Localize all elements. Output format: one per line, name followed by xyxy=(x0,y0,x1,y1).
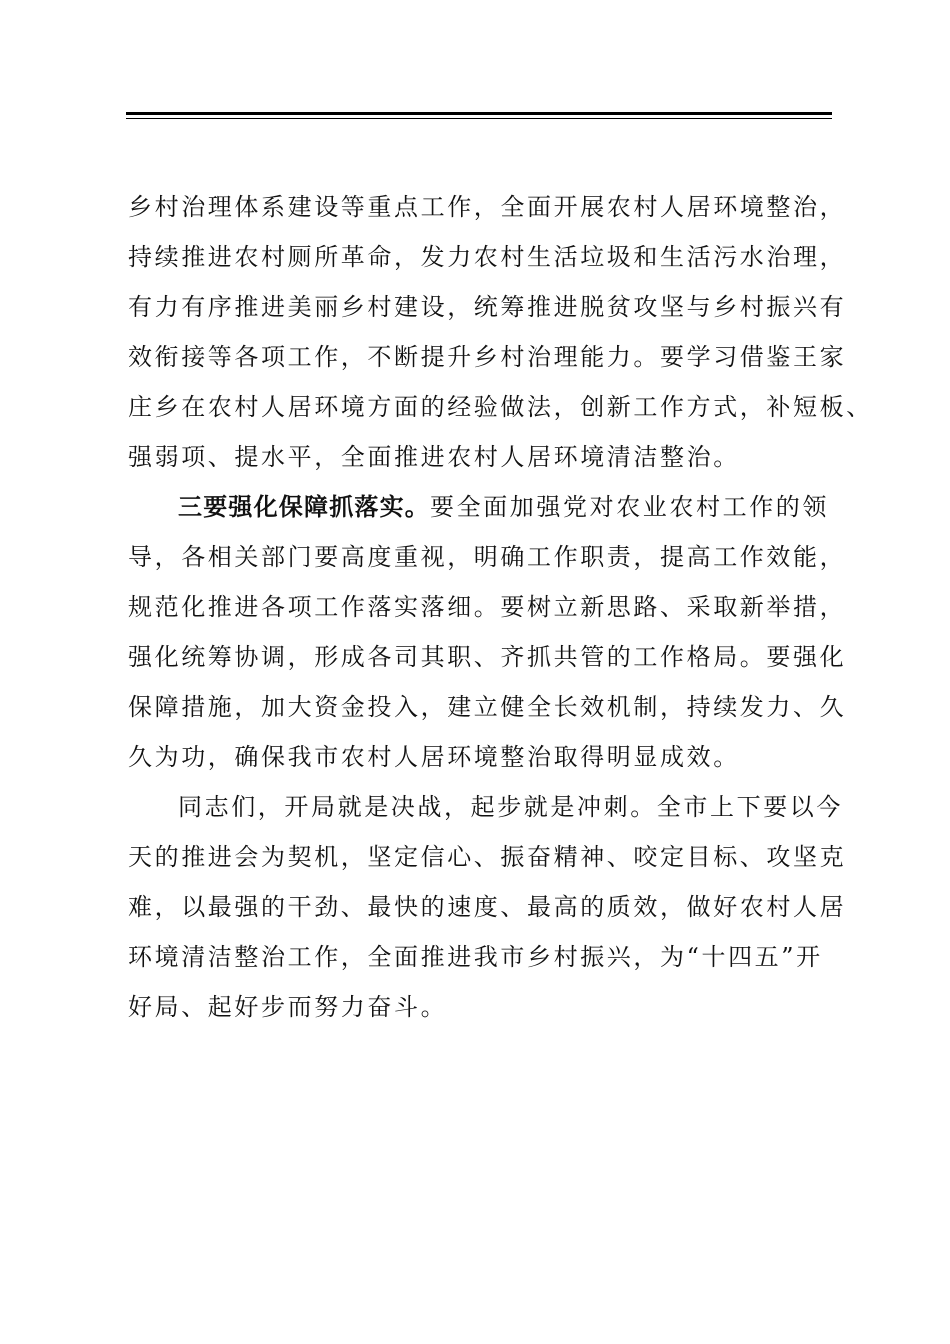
text-line xyxy=(128,882,847,932)
section-heading: 三要强化保障抓落实。 xyxy=(178,493,430,521)
text-line xyxy=(128,582,847,632)
line-text: 乡村治理体系建设等重点工作，全面开展农村人居环境整治， xyxy=(128,193,847,221)
text-line xyxy=(128,932,838,982)
text-line xyxy=(128,832,847,882)
text-line xyxy=(128,982,838,1032)
line-text: 要全面加强党对农业农村工作的领 xyxy=(430,493,829,521)
text-line xyxy=(128,682,847,732)
text-line xyxy=(128,332,847,382)
line-text: 难，以最强的干劲、最快的速度、最高的质效，做好农村人居 xyxy=(128,893,847,921)
header-rule-thick xyxy=(126,112,832,115)
text-line xyxy=(128,432,838,482)
text-line xyxy=(128,282,847,332)
line-text: 规范化推进各项工作落实落细。要树立新思路、采取新举措， xyxy=(128,593,847,621)
line-text: 保障措施，加大资金投入，建立健全长效机制，持续发力、久 xyxy=(128,693,847,721)
line-text: 好局、起好步而努力奋斗。 xyxy=(128,993,448,1021)
line-text: 效衔接等各项工作，不断提升乡村治理能力。要学习借鉴王家 xyxy=(128,343,847,371)
text-line xyxy=(128,382,873,432)
line-text: 环境清洁整治工作，全面推进我市乡村振兴，为“十四五”开 xyxy=(128,943,823,971)
line-text: 庄乡在农村人居环境方面的经验做法，创新工作方式，补短板、 xyxy=(128,393,873,421)
text-line xyxy=(128,632,847,682)
text-line xyxy=(128,232,847,282)
line-text: 天的推进会为契机，坚定信心、振奋精神、咬定目标、攻坚克 xyxy=(128,843,847,871)
header-rule-thin xyxy=(126,118,832,119)
text-line xyxy=(128,182,847,232)
line-text: 同志们，开局就是决战，起步就是冲刺。全市上下要以今 xyxy=(178,793,843,821)
document-body xyxy=(128,182,873,1032)
line-text: 强化统筹协调，形成各司其职、齐抓共管的工作格局。要强化 xyxy=(128,643,847,671)
text-line-paragraph-start xyxy=(128,782,843,832)
line-text: 持续推进农村厕所革命，发力农村生活垃圾和生活污水治理， xyxy=(128,243,847,271)
line-text: 久为功，确保我市农村人居环境整治取得明显成效。 xyxy=(128,743,740,771)
line-text: 有力有序推进美丽乡村建设，统筹推进脱贫攻坚与乡村振兴有 xyxy=(128,293,847,321)
line-text: 导，各相关部门要高度重视，明确工作职责，提高工作效能， xyxy=(128,543,847,571)
text-line xyxy=(128,732,838,782)
text-line xyxy=(128,532,847,582)
line-text: 强弱项、提水平，全面推进农村人居环境清洁整治。 xyxy=(128,443,740,471)
text-line-section-heading xyxy=(128,482,838,532)
